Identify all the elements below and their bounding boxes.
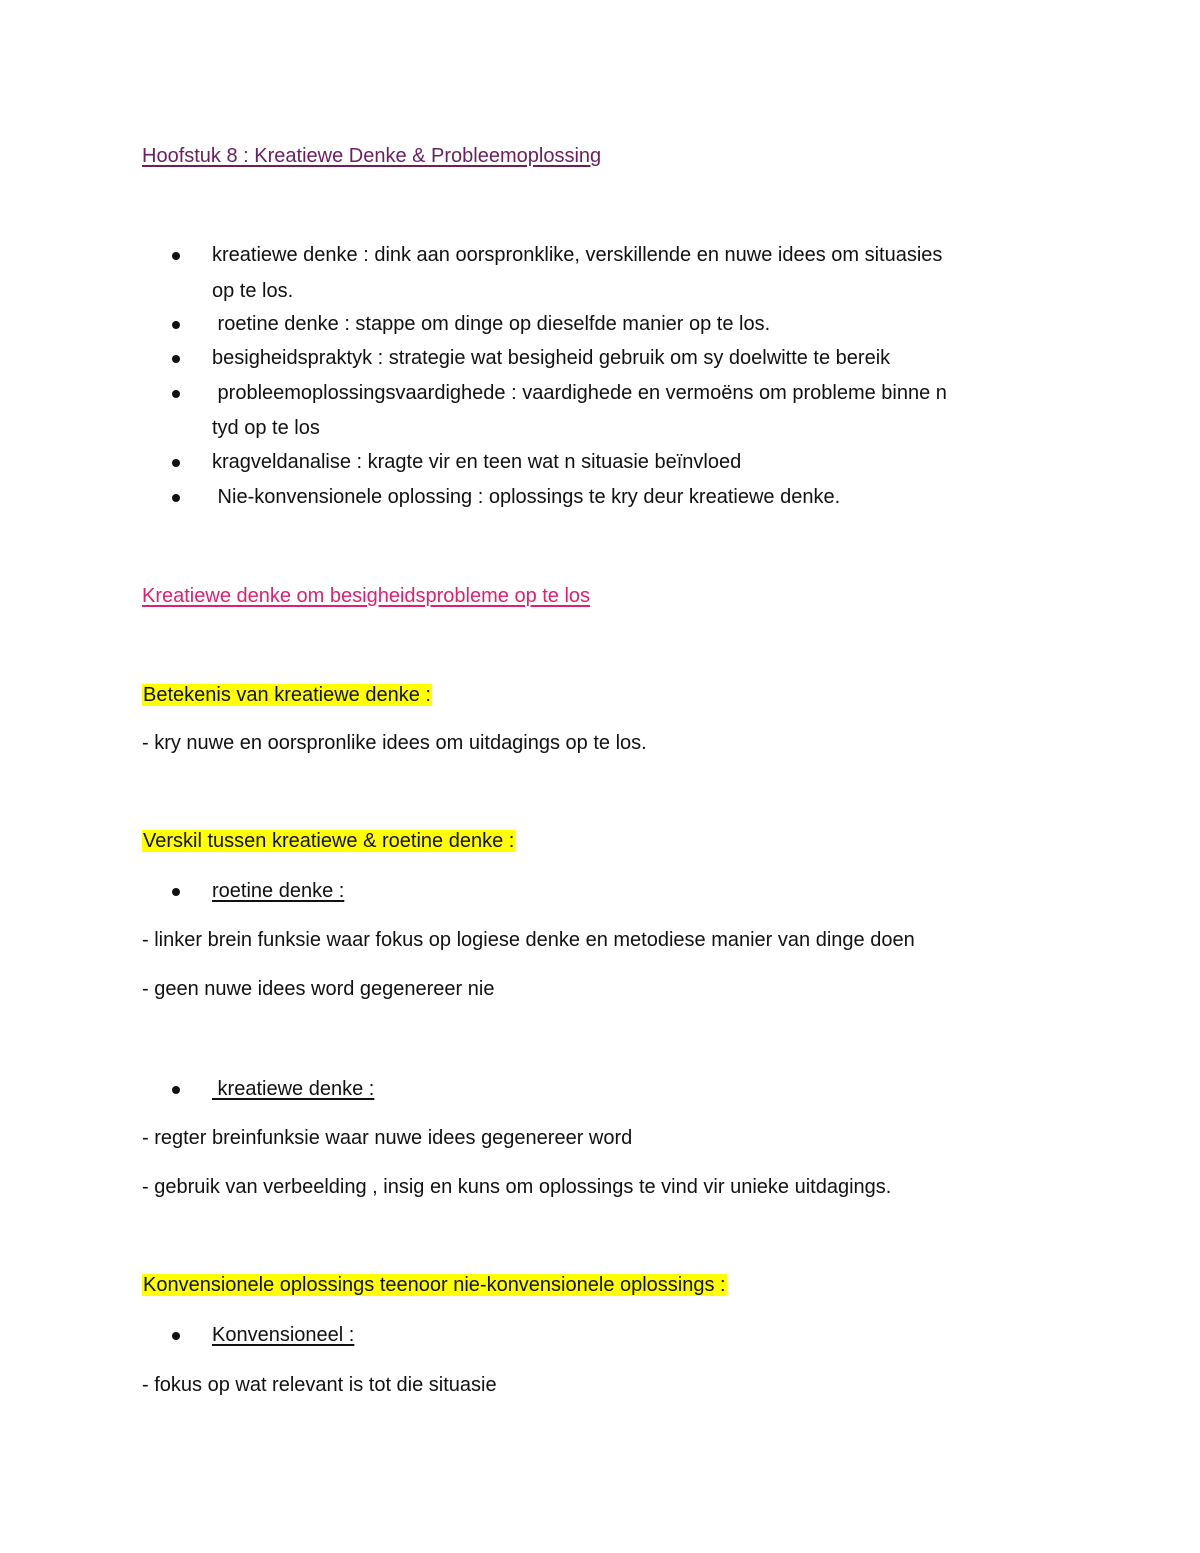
section-title: Kreatiewe denke om besigheidsprobleme op te los [142, 585, 591, 607]
list-item-continuation: op te los. [212, 280, 294, 302]
bullet-icon [172, 321, 180, 329]
bullet-icon [172, 888, 180, 896]
highlighted-heading: Konvensionele oplossings teenoor nie-konvensionele oplossings : [143, 1274, 726, 1296]
difference-heading [142, 828, 515, 854]
list-item-text: roetine denke : stappe om dinge op dieselfde manier op te los. [212, 313, 771, 335]
meaning-text: - kry nuwe en oorspronlike idees om uitdagings op te los. [142, 732, 647, 754]
list-item-text: besigheidspraktyk : strategie wat besigheid gebruik om sy doelwitte te bereik [212, 347, 891, 369]
list-item-text: kreatiewe denke : dink aan oorspronklike, verskillende en nuwe idees om situasies [212, 244, 943, 266]
bullet-icon [172, 494, 180, 502]
list-item-text: kragveldanalise : kragte vir en teen wat n situasie beïnvloed [212, 451, 742, 473]
creative-point: - gebruik van verbeelding , insig en kuns om oplossings te vind vir unieke uitdagings. [142, 1176, 892, 1198]
routine-point: - linker brein funksie waar fokus op logiese denke en metodiese manier van dinge doen [142, 929, 915, 951]
creative-point: - regter breinfunksie waar nuwe idees gegenereer word [142, 1127, 633, 1149]
routine-point: - geen nuwe idees word gegenereer nie [142, 978, 495, 1000]
bullet-icon [172, 1086, 180, 1094]
list-item-text: Nie-konvensionele oplossing : oplossings te kry deur kreatiewe denke. [212, 486, 841, 508]
list-item-text: probleemoplossingsvaardighede : vaardighede en vermoëns om probleme binne n [212, 382, 947, 404]
routine-thinking-label: roetine denke : [212, 880, 345, 902]
meaning-heading [142, 682, 432, 708]
highlighted-heading: Verskil tussen kreatiewe & roetine denke : [143, 830, 515, 852]
bullet-icon [172, 1332, 180, 1340]
bullet-icon [172, 390, 180, 398]
bullet-icon [172, 252, 180, 260]
highlighted-heading: Betekenis van kreatiewe denke : [143, 684, 431, 706]
bullet-icon [172, 459, 180, 467]
conventional-heading [142, 1272, 727, 1298]
list-item-continuation: tyd op te los [212, 417, 320, 439]
creative-thinking-label: kreatiewe denke : [212, 1078, 375, 1100]
conventional-point: - fokus op wat relevant is tot die situasie [142, 1374, 497, 1396]
page-title: Hoofstuk 8 : Kreatiewe Denke & Probleemoplossing [142, 145, 602, 167]
bullet-icon [172, 355, 180, 363]
conventional-label: Konvensioneel : [212, 1324, 355, 1346]
